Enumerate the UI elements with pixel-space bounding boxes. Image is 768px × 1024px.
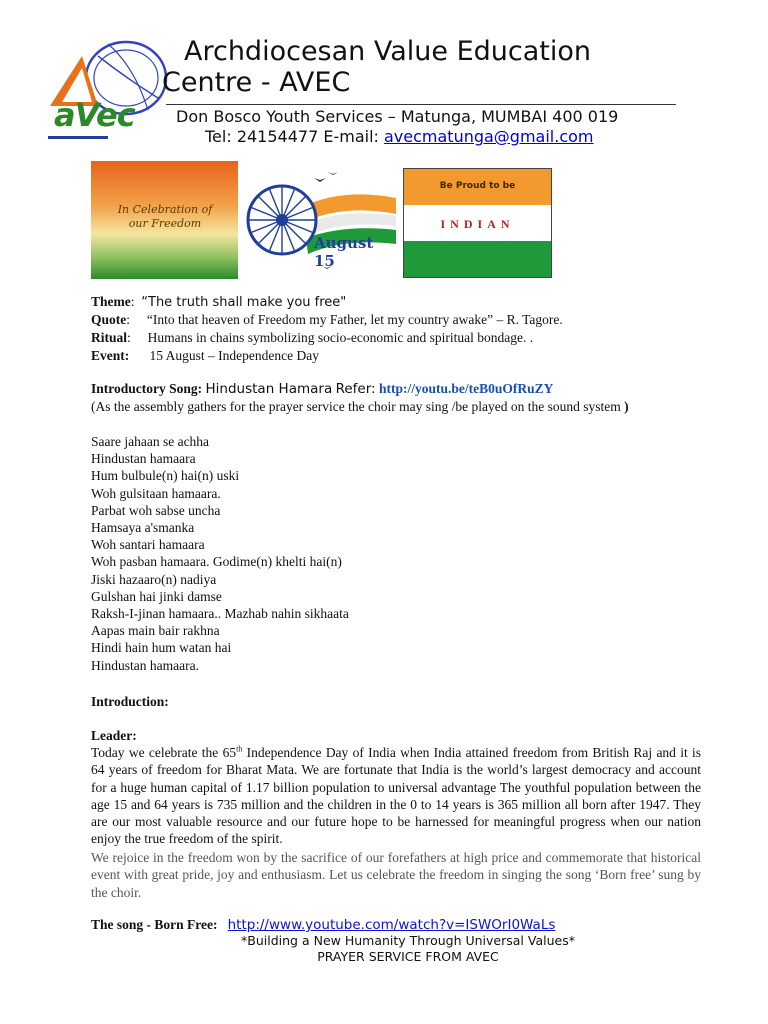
header-address: Don Bosco Youth Services – Matunga, MUMBAI 400 019 xyxy=(176,107,619,126)
quote-value: “Into that heaven of Freedom my Father, let my country awake” – R. Tagore. xyxy=(146,312,563,327)
event-label: Event: xyxy=(91,348,130,363)
lyric-line: Hindustan hamaara. xyxy=(91,657,199,673)
august-15-image xyxy=(244,168,396,276)
lyric-line: Woh pasban hamaara. Godime(n) khelti hai(n) xyxy=(91,554,342,570)
lyric-line: Parbat woh sabse uncha xyxy=(91,502,221,518)
lyric-line: Woh santari hamaara xyxy=(91,537,205,553)
header-divider xyxy=(166,104,676,105)
logo-text: aVec xyxy=(54,96,135,134)
lyric-line: Jiski hazaaro(n) nadiya xyxy=(91,571,217,587)
leader-text-b: Independence Day of India when India attained freedom from British Raj and it is 64 years of freedom for Bharat Mata. We are fortunate that India is the world’s largest democracy and account for a huge human capital of 1.17 billion population to universal advantage The youthful population between the age 15 and 64 years is 735 million and the children in the 0 to 14 years is 365 million all born after 1947. They are our most valuable resource and our future hope to be harnessed for meaningful progress when our nation enjoy the true freedom of the spirit. xyxy=(91,745,701,847)
intro-song-link[interactable]: http://youtu.be/teB0uOfRuZY xyxy=(378,381,554,396)
ritual-row: Ritual: Humans in chains symbolizing socio-economic and spiritual bondage. . xyxy=(91,330,534,345)
lyric-line: Raksh-I-jinan hamaara.. Mazhab nahin sikhaata xyxy=(91,606,349,622)
avec-logo xyxy=(48,36,168,148)
flag-mid-text: INDIAN xyxy=(440,217,515,231)
lyric-line: Hum bulbule(n) hai(n) uski xyxy=(91,468,240,484)
freedom-caption: In Celebration of our Freedom xyxy=(117,203,213,230)
header-contact xyxy=(205,127,594,147)
event-row xyxy=(91,347,319,365)
theme-label: Theme xyxy=(91,294,131,309)
born-free-label: The song - Born Free: xyxy=(91,917,218,932)
title-line-2: Centre - AVEC xyxy=(162,67,351,98)
intro-song-refer: Refer: xyxy=(335,381,376,397)
lyric-line: Hamsaya a'smanka xyxy=(91,520,195,536)
lyric-line: Gulshan hai jinki damse xyxy=(91,588,222,604)
introduction-heading: Introduction: xyxy=(91,694,169,709)
theme-row: Theme: “The truth shall make you free" xyxy=(91,294,347,310)
leader-label: Leader: xyxy=(91,728,137,743)
intro-song-note-row xyxy=(91,398,629,416)
contact-phone: Tel: 24154477 E-mail: xyxy=(205,127,384,146)
quote-label: Quote xyxy=(91,312,127,327)
born-free-link[interactable]: http://www.youtube.com/watch?v=ISWOrI0WaLs xyxy=(227,917,556,933)
flag-green-band xyxy=(404,241,551,277)
lyric-line: Aapas main bair rakhna xyxy=(91,623,220,639)
ritual-label: Ritual xyxy=(91,330,128,345)
event-value: 15 August – Independence Day xyxy=(149,348,319,363)
intro-song-note: (As the assembly gathers for the prayer service the choir may sing /be played on the sound system xyxy=(91,399,621,414)
title-line-1: Archdiocesan Value Education xyxy=(184,36,592,67)
proud-indian-flag-image xyxy=(403,168,552,278)
lyric-line: Hindi hain hum watan hai xyxy=(91,640,232,656)
flag-top-text: Be Proud to be xyxy=(439,181,516,191)
footer-tagline: *Building a New Humanity Through Universal Values* xyxy=(241,933,575,948)
header-title xyxy=(162,36,682,98)
email-link[interactable]: avecmatunga@gmail.com xyxy=(383,127,594,146)
ritual-value: Humans in chains symbolizing socio-economic and spiritual bondage. . xyxy=(147,330,534,345)
leader-text-sup: th xyxy=(236,744,243,754)
lyric-line: Hindustan hamaara xyxy=(91,451,196,467)
intro-song-title: Hindustan Hamara xyxy=(205,381,333,397)
born-free-row xyxy=(91,916,555,934)
quote-row: Quote: “Into that heaven of Freedom my Father, let my country awake” – R. Tagore. xyxy=(91,312,563,327)
intro-song-label: Introductory Song: xyxy=(91,381,203,396)
intro-song-note-close: ) xyxy=(624,399,629,414)
lyrics-block xyxy=(91,433,349,674)
lyric-line: Saare jahaan se achha xyxy=(91,434,210,449)
rejoice-paragraph: We rejoice in the freedom won by the sacrifice of our forefathers at high price and commemorate that historical event with great pride, joy and enthusiasm. Let us celebrate the freedom in singing the song ‘Born free’ sung by the choir. xyxy=(91,850,701,900)
august-caption: August 15 xyxy=(314,234,374,270)
leader-text-a: Today we celebrate the 65 xyxy=(91,745,237,760)
theme-value: “The truth shall make you free" xyxy=(141,295,347,310)
intro-song-row xyxy=(91,380,553,398)
leader-paragraph xyxy=(91,744,701,848)
lyric-line: Woh gulsitaan hamaara. xyxy=(91,485,221,501)
freedom-celebration-image xyxy=(91,161,238,279)
footer-title: PRAYER SERVICE FROM AVEC xyxy=(317,949,499,964)
